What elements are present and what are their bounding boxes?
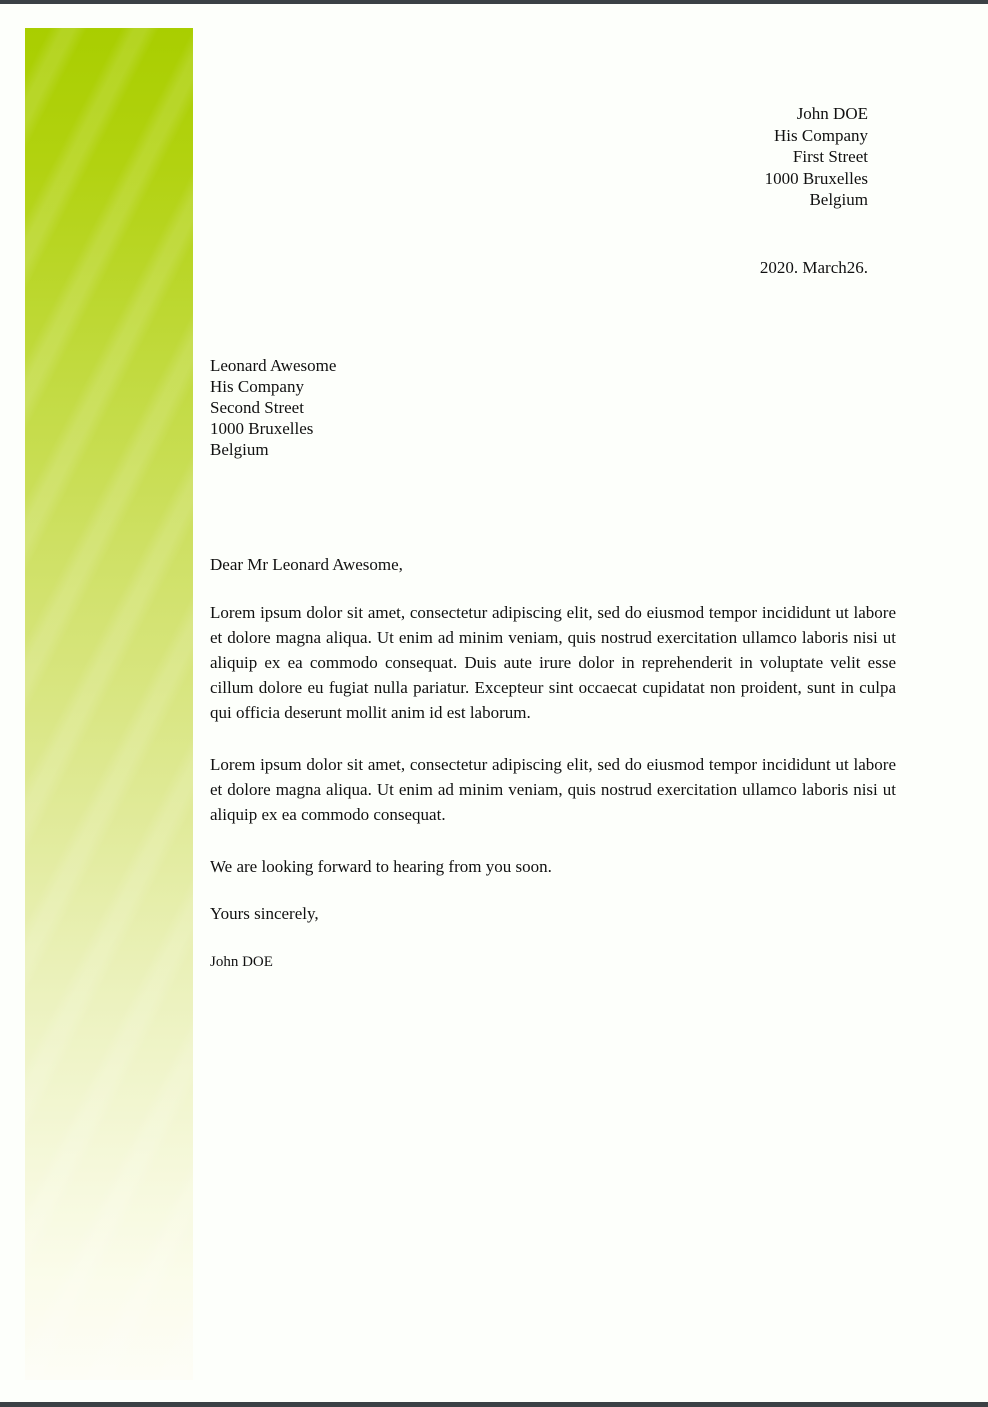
valediction: Yours sincerely, [210, 904, 319, 923]
recipient-city: 1000 Bruxelles [210, 419, 314, 438]
sender-country: Belgium [809, 190, 868, 209]
sender-city: 1000 Bruxelles [764, 168, 868, 188]
signature-name: John DOE [210, 954, 273, 970]
sender-company: His Company [774, 125, 868, 145]
body-paragraph-2: Lorem ipsum dolor sit amet, consectetur adipiscing elit, sed do eiusmod tempor incididunt ut labore et dolore magna aliqua. Ut enim ad minim veniam, quis nostrud exercitation ullamco laboris nisi ut aliquip ex ea commodo consequat. [210, 755, 896, 824]
body-paragraph-1: Lorem ipsum dolor sit amet, consectetur adipiscing elit, sed do eiusmod tempor incididunt ut labore et dolore magna aliqua. Ut enim ad minim veniam, quis nostrud exercitation ullamco laboris nisi ut aliquip ex ea commodo consequat. Duis aute irure dolor in reprehenderit in voluptate velit esse cillum dolore eu fugiat nulla pariatur. Excepteur sint occaecat cupidatat non proident, sunt in culpa qui officia deserunt mollit anim id est laborum. [210, 603, 896, 722]
recipient-address-block [210, 355, 336, 460]
recipient-country: Belgium [210, 440, 269, 459]
page-top-border [0, 0, 988, 4]
sender-address-block [765, 103, 868, 211]
sender-name: John DOE [796, 104, 868, 123]
closing-line: We are looking forward to hearing from you soon. [210, 857, 552, 876]
salutation: Dear Mr Leonard Awesome, [210, 555, 403, 574]
recipient-street: Second Street [210, 398, 304, 417]
letter-date: 2020. March26. [759, 258, 868, 277]
page-bottom-border [0, 1402, 988, 1407]
sender-street: First Street [792, 147, 868, 166]
recipient-company: His Company [210, 377, 304, 396]
green-gradient-sidebar [25, 28, 193, 1380]
recipient-name: Leonard Awesome [210, 356, 337, 375]
letter-body [210, 552, 896, 975]
